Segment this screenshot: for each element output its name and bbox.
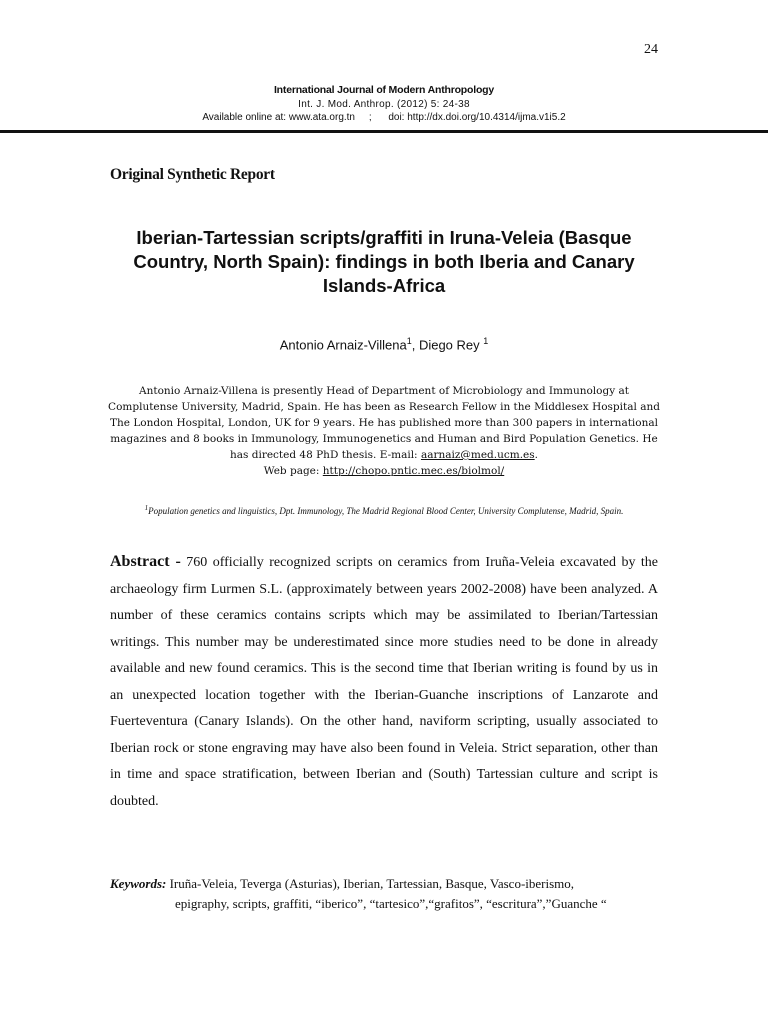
web-page-label: Web page: <box>263 465 323 477</box>
report-type: Original Synthetic Report <box>110 166 275 183</box>
paper-title: Iberian-Tartessian scripts/graffiti in Iruna-Veleia (Basque Country, North Spain): findings in both Iberia and Canary Islands-Africa <box>133 227 635 296</box>
page-number: 24 <box>644 42 658 57</box>
abstract <box>110 549 658 815</box>
abstract-text: 760 officially recognized scripts on ceramics from Iruña-Veleia excavated by the archaeology firm Lurmen S.L. (approximately between years 2002-2008) have been analyzed. A number of these ceramics contains scripts which may be assimilated to Iberian/Tartessian writings. This number may be underestimated since more studies need to be done in already available and new found ceramics. This is the second time that Iberian writing is found by us in an unexpected location together with the Iberian-Guanche inscriptions of Lanzarote and Fuerteventura (Canary Islands). On the other hand, naviform scripting, usually associated to Iberian rock or stone engraving may have also been found in Veleia. Strict separation, other than in time and space stratification, between Iberian and (South) Tartessian culture and script is doubted. <box>110 555 659 809</box>
author-affiliation-mark: 1 <box>483 336 489 346</box>
author-separator: , <box>411 337 419 353</box>
author-affiliation-mark: 1 <box>406 336 412 346</box>
journal-title: International Journal of Modern Anthropology <box>273 84 495 96</box>
journal-header <box>100 84 668 123</box>
affiliation-mark: 1 <box>144 504 149 512</box>
affiliation-text: Population genetics and linguistics, Dpt. Immunology, The Madrid Regional Blood Center, University Complutense, Madrid, Spain. <box>148 506 624 516</box>
keywords-label: Keywords: <box>110 876 167 891</box>
bio-text: Antonio Arnaiz-Villena is presently Head of Department of Microbiology and Immunology at Complutense University, Madrid, Spain. He has been as Research Fellow in the Middlesex Hospital and The London Hospital, London, UK for 9 years. He has published more than 300 papers in international magazines and 8 books in Immunology, Immunogenetics and Human and Bird Population Genetics. He has directed 48 PhD thesis. E-mail: <box>108 385 660 461</box>
affiliation-footnote <box>108 502 660 518</box>
author-list <box>100 336 668 352</box>
author-name: Diego Rey <box>418 337 484 353</box>
keywords-line-1: Iruña-Veleia, Teverga (Asturias), Iberian, Tartessian, Basque, Vasco-iberismo, <box>166 876 575 891</box>
author-bio <box>108 383 660 479</box>
web-page-link[interactable]: http://chopo.pntic.mec.es/biolmol/ <box>322 465 505 477</box>
bio-email-suffix: . <box>534 449 539 461</box>
keywords-line-2: epigraphy, scripts, graffiti, “iberico”, “tartesico”,“grafitos”, “escritura”,”Guanche “ <box>175 896 607 911</box>
header-divider <box>0 130 768 133</box>
keywords <box>110 874 670 914</box>
journal-citation: Int. J. Mod. Anthrop. (2012) 5: 24-38 <box>298 99 470 110</box>
journal-availability: Available online at: www.ata.org.tn ; doi: http://dx.doi.org/10.4314/ijma.v1i5.2 <box>202 112 566 123</box>
email-link[interactable]: aarnaiz@med.ucm.es <box>420 449 535 461</box>
abstract-label: Abstract - <box>110 553 181 570</box>
author-name: Antonio Arnaiz-Villena <box>279 337 407 353</box>
